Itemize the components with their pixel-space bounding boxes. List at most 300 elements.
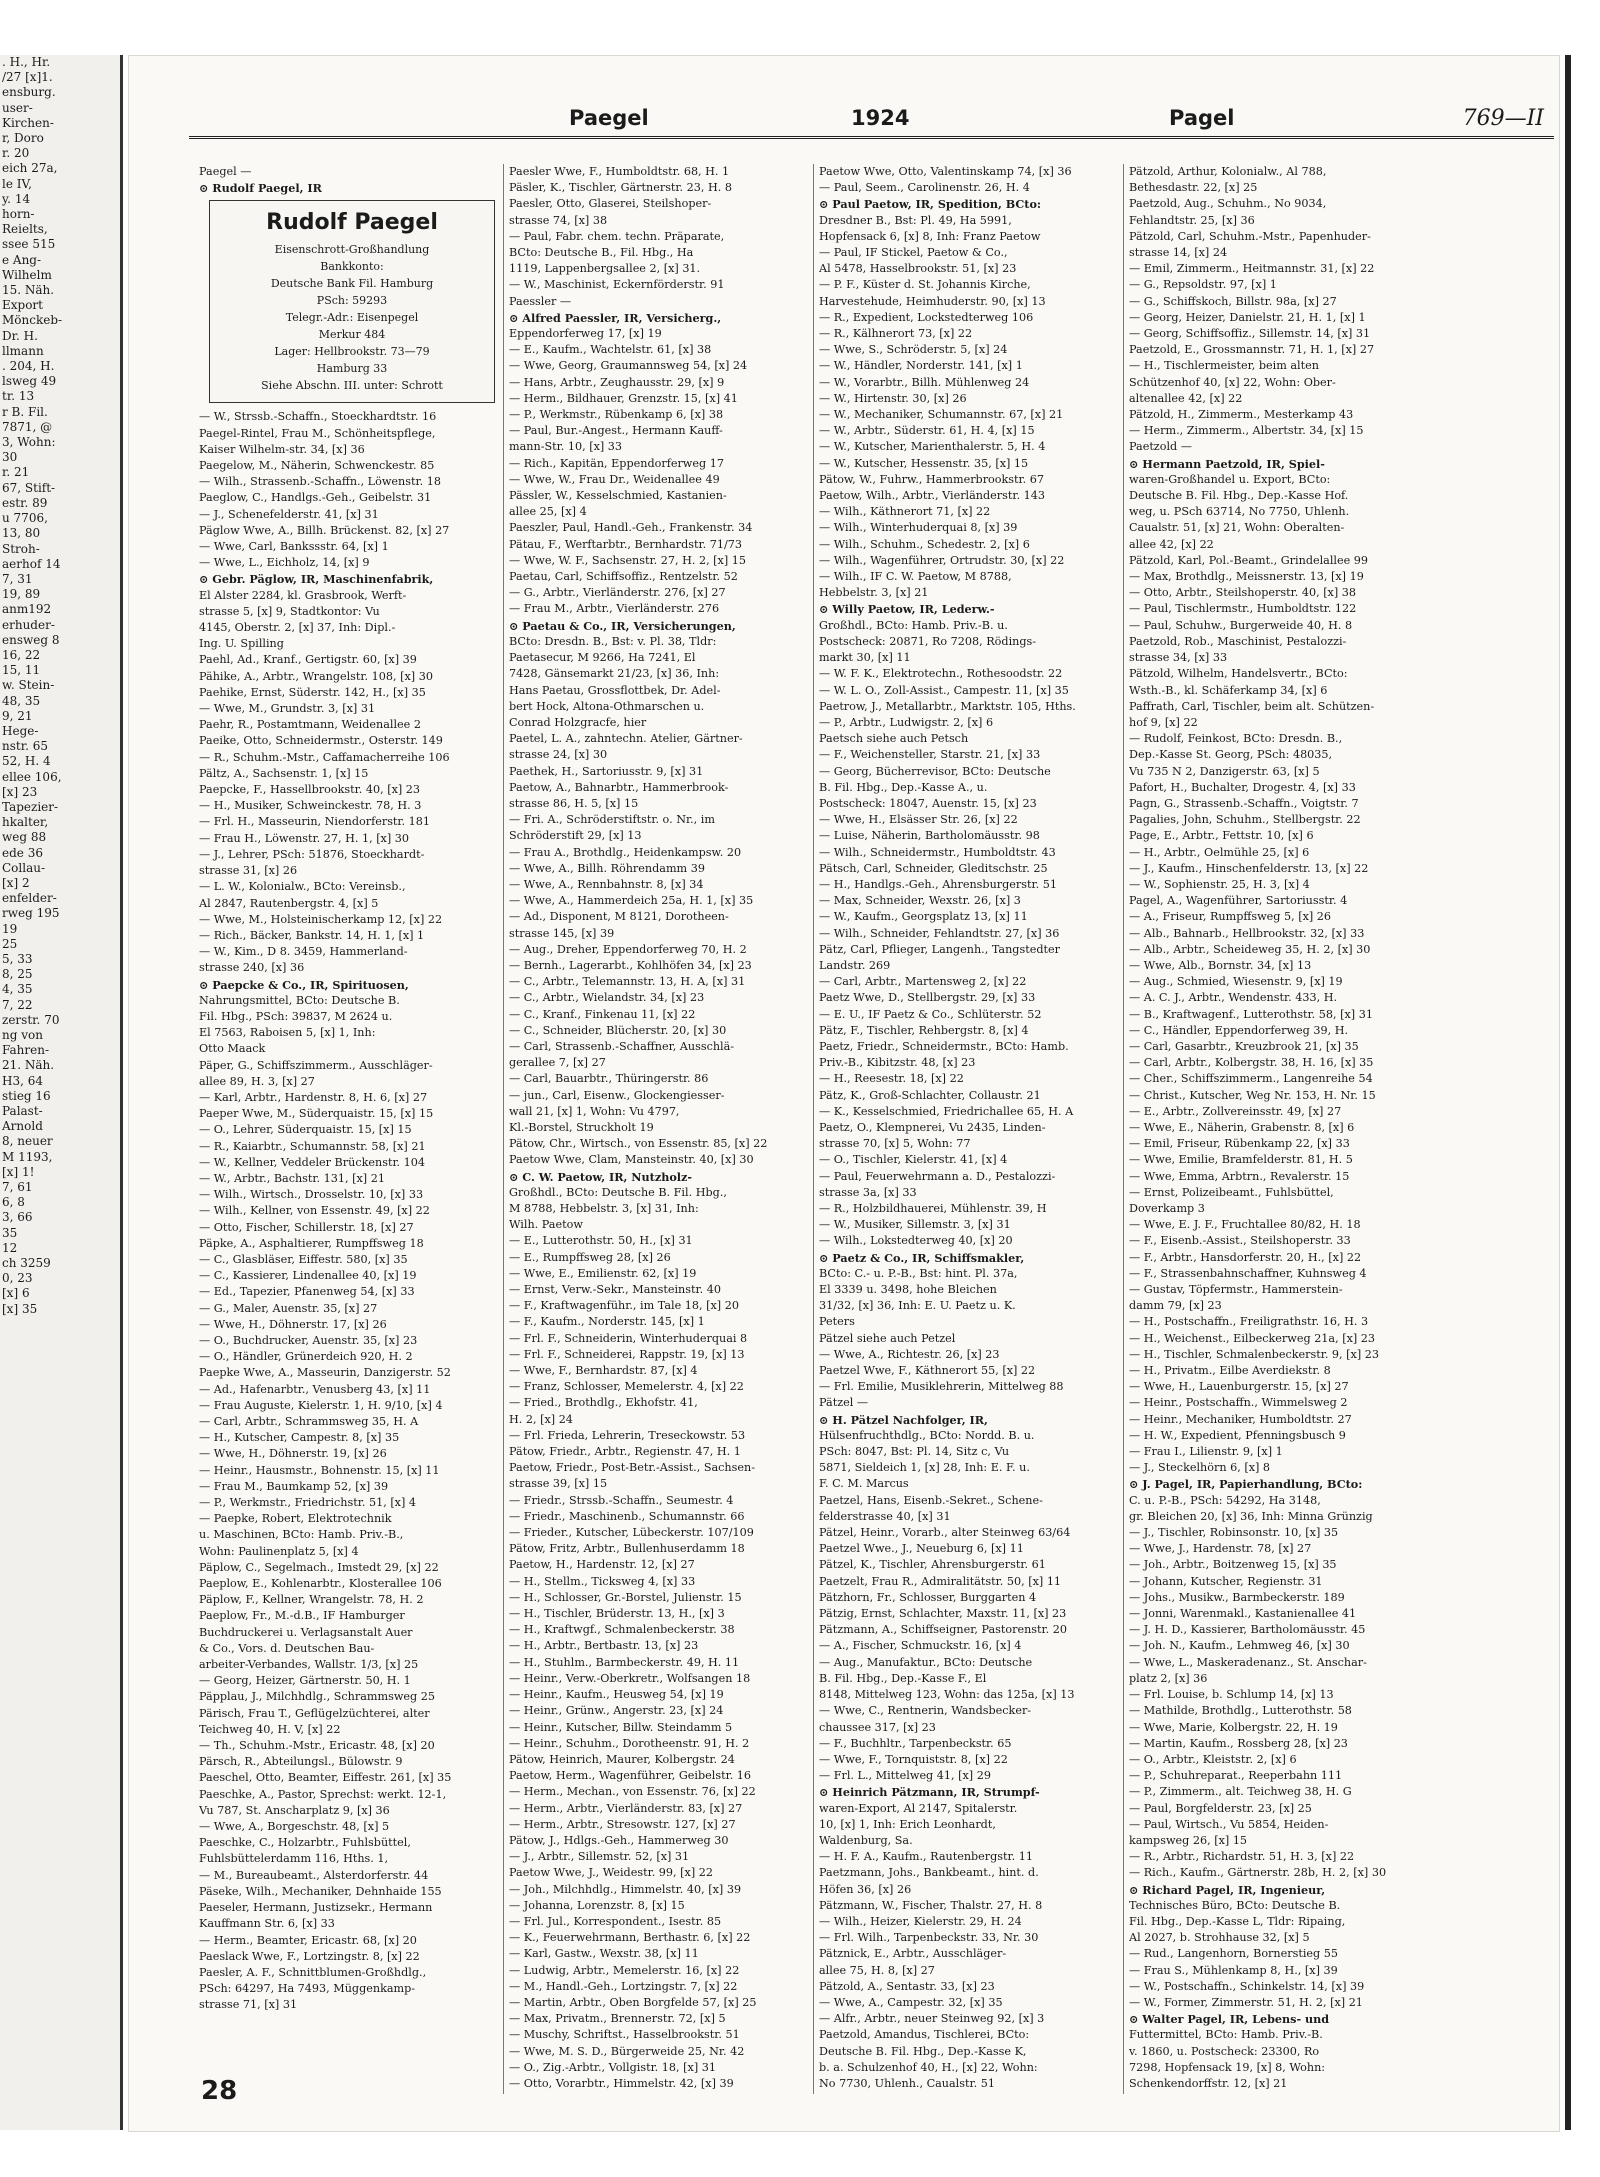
directory-entry: — Wwe, H., Döhnerstr. 19, [x] 26 [199,1447,387,1461]
directory-entry: Conrad Holzgracfe, hier [509,715,647,729]
directory-entry: Pätzmann, W., Fischer, Thalstr. 27, H. 8 [819,1898,1043,1912]
sliver-line: rweg 195 [2,906,60,921]
directory-entry: Ing. U. Spilling [199,637,284,651]
sliver-line: w. Stein- [2,678,55,693]
sliver-line: 21. Näh. [2,1058,55,1073]
directory-entry: — Herm., Bildhauer, Grenzstr. 15, [x] 41 [509,391,738,405]
directory-entry: — Gustav, Töpfermstr., Hammerstein- [1129,1283,1343,1297]
directory-entry: — R., Holzbildhauerei, Mühlenstr. 39, H [819,1202,1047,1215]
directory-entry: Paetzold, E., Grossmannstr. 71, H. 1, [x] 27 [1129,343,1375,357]
directory-entry: strasse 3a, [x] 33 [819,1185,917,1199]
directory-entry: — Wilh., Strassenb.-Schaffn., Löwenstr. 18 [199,475,441,489]
directory-entry: Pätzold, Wilhelm, Handelsvertr., BCto: [1129,667,1348,681]
directory-entry: — P., Arbtr., Ludwigstr. 2, [x] 6 [819,715,994,729]
directory-entry: Fil. Hbg., Dep.-Kasse L, Tldr: Ripaing, [1129,1914,1346,1928]
directory-entry: — Johanna, Lorenzstr. 8, [x] 15 [509,1898,685,1912]
directory-entry: — Wwe, S., Schröderstr. 5, [x] 24 [819,343,1008,357]
directory-entry: platz 2, [x] 36 [1129,1671,1208,1685]
directory-entry: — Carl, Arbtr., Martensweg 2, [x] 22 [819,975,1027,989]
directory-entry: Pätau, F., Werftarbtr., Bernhardstr. 71/73 [509,537,743,551]
sliver-line: 7871, @ [2,419,53,434]
directory-entry: u. Maschinen, BCto: Hamb. Priv.-B., [199,1528,404,1542]
directory-entry: Paetow, Herm., Wagenführer, Geibelstr. 16 [509,1769,752,1783]
directory-entry: strasse 5, [x] 9, Stadtkontor: Vu [199,604,380,618]
directory-entry: Pätzmann, A., Schiffseigner, Pastorenstr. 20 [819,1623,1067,1637]
directory-entry: — Heinr., Kutscher, Billw. Steindamm 5 [509,1720,733,1734]
directory-entry: Paeike, Otto, Schneidermstr., Osterstr. 149 [199,734,443,748]
directory-entry: — Georg, Bücherrevisor, BCto: Deutsche [819,764,1051,778]
directory-entry: Paetzold, Aug., Schuhm., No 9034, [1129,197,1327,211]
sliver-line: 16, 22 [2,647,41,662]
directory-entry: Pätsch, Carl, Schneider, Gleditschstr. 25 [819,861,1048,875]
directory-entry: Deutsche B. Fil. Hbg., Dep.-Kasse K, [819,2044,1027,2058]
directory-entry: Pältz, A., Sachsenstr. 1, [x] 15 [199,766,369,780]
directory-entry: — Friedr., Strssb.-Schaffn., Seumestr. 4 [509,1493,734,1507]
column-3 [819,164,1123,2094]
page-number: 28 [201,2076,238,2106]
directory-entry: — Frau M., Baumkamp 52, [x] 39 [199,1479,389,1493]
directory-entry: Hebbelstr. 3, [x] 21 [819,586,929,600]
sliver-line: ch 3259 [2,1256,51,1271]
directory-entry: — H., Schlosser, Gr.-Borstel, Julienstr. 15 [509,1590,742,1604]
sliver-line: 3, Wohn: [2,435,56,450]
directory-entry: — W., Arbtr., Süderstr. 61, H. 4, [x] 15 [819,424,1035,438]
directory-entry: — Wilh., Lokstedterweg 40, [x] 20 [819,1234,1013,1248]
sliver-line: [x] 6 [2,1286,30,1301]
directory-entry: strasse 31, [x] 26 [199,864,298,878]
directory-entry: — Wilh., Schneider, Fehlandtstr. 27, [x] 36 [819,926,1060,940]
directory-entry: Paegel-Rintel, Frau M., Schönheitspflege, [199,426,436,440]
directory-entry: — Wwe, E., Emilienstr. 62, [x] 19 [509,1266,697,1280]
directory-entry: — K., Feuerwehrmann, Berthastr. 6, [x] 22 [509,1931,751,1945]
directory-entry: — Rich., Kaufm., Gärtnerstr. 28b, H. 2, [x] 30 [1129,1866,1387,1880]
directory-entry: — J., Schenefelderstr. 41, [x] 31 [199,507,379,521]
directory-entry: Paetrow, J., Metallarbtr., Marktstr. 105, Hths. [819,699,1076,713]
sliver-line: eich 27a, [2,161,58,176]
ad-line: Merkur 484 [318,328,386,342]
directory-entry: — Wwe, J., Hardenstr. 78, [x] 27 [1129,1542,1312,1556]
directory-entry: — W., Händler, Norderstr. 141, [x] 1 [819,359,1023,373]
sliver-line: ng von [2,1028,43,1042]
sliver-line: 48, 35 [2,693,41,708]
directory-entry: — Paul, Tischlermstr., Humboldtstr. 122 [1129,602,1357,616]
directory-entry: — Johs., Musikw., Barmbeckerstr. 189 [1129,1590,1345,1604]
sliver-line: e Ang- [2,252,42,267]
directory-entry: Paetzel Wwe., J., Neueburg 6, [x] 11 [819,1542,1024,1556]
directory-entry: — H., Postschaffn., Freiligrathstr. 16, H. 3 [1129,1315,1369,1329]
sliver-line: ellee 106, [2,769,62,784]
ad-line: Telegr.-Adr.: Eisenpegel [285,311,419,325]
directory-entry: — W., Kim., D 8. 3459, Hammerland- [199,945,408,959]
sliver-line: . H., Hr. [2,55,51,69]
directory-entry: — H., Reesestr. 18, [x] 22 [819,1072,964,1086]
directory-entry: — Frl. F., Schneiderei, Rappstr. 19, [x] 13 [509,1347,745,1361]
directory-entry: — E., Kaufm., Wachtelstr. 61, [x] 38 [509,343,712,357]
directory-entry: waren-Großhandel u. Export, BCto: [1129,472,1331,486]
ad-line: Hamburg 33 [316,362,388,376]
directory-entry: Fehlandtstr. 25, [x] 36 [1129,213,1255,227]
directory-entry: PSch: 8047, Bst: Pl. 14, Sitz c, Vu [819,1445,1010,1459]
directory-entry: — Wwe, M., Holsteinischerkamp 12, [x] 22 [199,912,443,926]
directory-entry: Wilh. Paetow [509,1218,583,1232]
directory-entry: Pätzel — [819,1396,869,1410]
directory-entry: — Georg, Heizer, Danielstr. 21, H. 1, [x] 1 [1129,310,1366,324]
directory-entry: — W., Arbtr., Bachstr. 131, [x] 21 [199,1171,385,1185]
directory-entry: bert Hock, Altona-Othmarschen u. [509,699,705,713]
ad-title: Rudolf Paegel [266,210,438,236]
directory-entry: — Wwe, Marie, Kolbergstr. 22, H. 19 [1129,1720,1338,1734]
directory-entry: — W., Former, Zimmerstr. 51, H. 2, [x] 21 [1129,1995,1363,2009]
directory-entry: — Frl. F., Schneiderin, Winterhuderquai 8 [509,1331,748,1345]
directory-entry: strasse 145, [x] 39 [509,926,615,940]
directory-entry: — Cher., Schiffszimmerm., Langenreihe 54 [1129,1072,1373,1086]
directory-entry: — H., Privatm., Eilbe Averdiekstr. 8 [1129,1364,1331,1378]
directory-entry: — R., Kaiarbtr., Schumannstr. 58, [x] 21 [199,1139,426,1153]
directory-entry: — W., Kutscher, Hessenstr. 35, [x] 15 [819,456,1029,470]
sliver-line: stieg 16 [2,1088,51,1103]
directory-entry: — Rudolf, Feinkost, BCto: Dresdn. B., [1129,732,1343,746]
directory-entry: Paetow Wwe, J., Weidestr. 99, [x] 22 [509,1866,713,1880]
directory-entry: Paepke Wwe, A., Masseurin, Danzigerstr. 52 [199,1366,451,1380]
column-divider [813,164,814,2094]
directory-entry: — Paul, Wirtsch., Vu 5854, Heiden- [1129,1817,1329,1831]
directory-entry: Schützenhof 40, [x] 22, Wohn: Ober- [1129,375,1336,389]
directory-entry: — C., Kassierer, Lindenallee 40, [x] 19 [199,1269,417,1283]
directory-entry: C. u. P.-B., PSch: 54292, Ha 3148, [1129,1493,1321,1507]
directory-entry: allee 75, H. 8, [x] 27 [819,1963,935,1977]
directory-entry: felderstrasse 40, [x] 31 [819,1509,951,1523]
directory-entry: — C., Händler, Eppendorferweg 39, H. [1129,1023,1349,1037]
directory-entry: — Frl. Louise, b. Schlump 14, [x] 13 [1129,1688,1334,1702]
directory-entry: — Joh., Arbtr., Boitzenweg 15, [x] 35 [1129,1558,1337,1572]
directory-entry: — Ed., Tapezier, Pfanenweg 54, [x] 33 [199,1285,415,1299]
directory-entry: — Wilh., Heizer, Kielerstr. 29, H. 24 [819,1914,1022,1928]
directory-entry: Paegelow, M., Näherin, Schwenckestr. 85 [199,459,435,473]
directory-entry: Paetzold, Rob., Maschinist, Pestalozzi- [1129,634,1347,648]
directory-entry: — Wilh., Kellner, von Essenstr. 49, [x] 22 [199,1204,430,1218]
directory-entry: — Alb., Arbtr., Scheideweg 35, H. 2, [x] 30 [1129,942,1371,956]
directory-entry: Großhdl., BCto: Deutsche B. Fil. Hbg., [509,1185,727,1199]
directory-entry: Priv.-B., Kibitzstr. 48, [x] 23 [819,1056,976,1070]
directory-entry: — Martin, Kaufm., Rossberg 28, [x] 23 [1129,1736,1348,1750]
directory-entry: — Wilh., Schuhm., Schedestr. 2, [x] 6 [819,537,1030,551]
directory-entry: Paehl, Ad., Kranf., Gertigstr. 60, [x] 39 [199,653,417,667]
column-divider [1123,164,1124,2094]
directory-entry: Pässler, W., Kesselschmied, Kastanien- [509,489,727,503]
sliver-line: aerhof 14 [2,556,61,571]
sliver-line: enfelder- [2,891,57,906]
directory-entry: — Wwe, A., Rennbahnstr. 8, [x] 34 [509,877,704,891]
directory-entry: — K., Kesselschmied, Friedrichallee 65, H. A [819,1104,1074,1118]
directory-entry: — H., Weichenst., Eilbeckerweg 21a, [x] 23 [1129,1331,1376,1345]
directory-entry: Harvestehude, Heimhuderstr. 90, [x] 13 [819,294,1046,308]
sliver-line: 12 [2,1240,18,1255]
directory-entry: Päpplau, J., Milchhdlg., Schrammsweg 25 [199,1690,435,1704]
sliver-line: 13, 80 [2,526,41,541]
page-border [1490,55,1571,2130]
directory-entry: — G., Repsoldstr. 97, [x] 1 [1129,278,1277,292]
directory-entry: — Frieder., Kutscher, Lübeckerstr. 107/109 [509,1526,754,1540]
directory-entry: — Frl. Emilie, Musiklehrerin, Mittelweg 88 [819,1380,1064,1394]
directory-entry: Paetow, H., Hardenstr. 12, [x] 27 [509,1558,695,1572]
directory-entry: Paetzmann, Johs., Bankbeamt., hint. d. [819,1866,1039,1880]
header-first-name: Paegel [569,106,649,130]
sliver-line: [x] 35 [2,1301,38,1316]
directory-entry: — F., Eisenb.-Assist., Steilshoperstr. 33 [1129,1234,1351,1248]
directory-entry: — Paul, Feuerwehrmann a. D., Pestalozzi- [819,1169,1056,1183]
directory-entry: — W., Kutscher, Marienthalerstr. 5, H. 4 [819,440,1046,454]
sliver-line: ssee 515 [2,237,56,252]
header-page-ref: 769—II [1462,106,1544,131]
sliver-line: erhuder- [2,617,55,632]
directory-entry: — Paul, Bur.-Angest., Hermann Kauff- [509,424,723,438]
directory-entry: — Wwe, E., Näherin, Grabenstr. 8, [x] 6 [1129,1120,1355,1134]
directory-entry: Paetz, O., Klempnerei, Vu 2435, Linden- [819,1120,1046,1134]
directory-entry: — Frl. Frieda, Lehrerin, Treseckowstr. 53 [509,1428,746,1442]
directory-entry: — Max, Schneider, Wexstr. 26, [x] 3 [819,894,1021,908]
running-header [189,106,1554,139]
directory-entry: — Wwe, W. F., Sachsenstr. 27, H. 2, [x] 15 [509,553,747,567]
directory-entry: Pätzig, Ernst, Schlachter, Maxstr. 11, [x] 23 [819,1607,1067,1621]
directory-entry: — Wwe, L., Maskeradenanz., St. Anschar- [1129,1655,1367,1669]
directory-entry: — W. L. O., Zoll-Assist., Campestr. 11, [x] 35 [819,683,1069,697]
directory-entry: — Herm., Arbtr., Stresowstr. 127, [x] 27 [509,1817,736,1831]
sliver-line: ensweg 8 [2,632,60,647]
directory-entry: & Co., Vors. d. Deutschen Bau- [199,1641,375,1655]
directory-entry: Peters [819,1315,855,1329]
directory-entry: — W., Hirtenstr. 30, [x] 26 [819,391,967,405]
directory-entry: altenallee 42, [x] 22 [1129,391,1243,405]
sliver-line: [x] 23 [2,784,38,799]
directory-entry: F. C. M. Marcus [819,1477,909,1491]
directory-entry: Deutsche B. Fil. Hbg., Dep.-Kasse Hof. [1129,489,1349,503]
directory-entry: strasse 34, [x] 33 [1129,651,1228,665]
directory-entry: — Luise, Näherin, Bartholomäusstr. 98 [819,829,1040,843]
sliver-line: 0, 23 [2,1271,33,1286]
ad-line: Lager: Hellbrookstr. 73—79 [274,345,430,359]
directory-entry: — F., Strassenbahnschaffner, Kuhnsweg 4 [1129,1266,1367,1280]
directory-entry: BCto: C.- u. P.-B., Bst: hint. Pl. 37a, [819,1266,1018,1280]
directory-entry: — W., Strssb.-Schaffn., Stoeckhardtstr. 16 [199,410,437,424]
directory-entry: — C., Glasbläser, Eiffestr. 580, [x] 35 [199,1252,408,1266]
column-divider [503,164,504,2094]
advertisement-box [209,200,495,403]
directory-entry: — Herm., Mechan., von Essenstr. 76, [x] 22 [509,1785,756,1799]
directory-entry: Dep.-Kasse St. Georg, PSch: 48035, [1129,748,1333,762]
directory-entry: — R., Kälhnerort 73, [x] 22 [819,327,973,341]
directory-entry: — Frau H., Löwenstr. 27, H. 1, [x] 30 [199,831,410,845]
directory-entry: — H. W., Expedient, Pfenningsbusch 9 [1129,1428,1346,1442]
directory-entry: — H., Kraftwgf., Schmalenbeckerstr. 38 [509,1623,735,1637]
directory-entry: — Wwe, A., Borgeschstr. 48, [x] 5 [199,1820,390,1834]
sliver-line: zerstr. 70 [2,1012,60,1027]
directory-entry: Paeper Wwe, M., Süderquaistr. 15, [x] 15 [199,1107,434,1121]
directory-entry: — Paul, Borgfelderstr. 23, [x] 25 [1129,1801,1312,1815]
sliver-line: H3, 64 [2,1073,43,1088]
directory-entry: — J. H. D., Kassierer, Bartholomäusstr. 45 [1129,1623,1366,1637]
directory-entry: — H., Arbtr., Bertbastr. 13, [x] 23 [509,1639,699,1653]
directory-entry: — Th., Schuhm.-Mstr., Ericastr. 48, [x] 20 [199,1739,435,1753]
directory-entry: allee 25, [x] 4 [509,505,587,519]
directory-entry: Pätzold, Carl, Schuhm.-Mstr., Papenhuder- [1129,229,1371,243]
sliver-line: 4, 35 [2,982,33,997]
directory-entry: Paetsch siehe auch Petsch [819,732,969,746]
sliver-line: Export [2,298,43,313]
directory-entry: Pätzold, A., Sentastr. 33, [x] 23 [819,1979,995,1993]
directory-entry: — Frl. H., Masseurin, Niendorferstr. 181 [199,815,431,829]
directory-entry: Fil. Hbg., PSch: 39837, M 2624 u. [199,1009,393,1023]
sliver-line: 52, H. 4 [2,754,51,769]
sliver-line: Palast- [2,1104,43,1119]
directory-entry: — C., Kranf., Finkenau 11, [x] 22 [509,1007,696,1021]
directory-entry: — Wilh., IF C. W. Paetow, M 8788, [819,570,1012,584]
directory-entry: kampsweg 26, [x] 15 [1129,1833,1248,1847]
directory-entry: — W., Kaufm., Georgsplatz 13, [x] 11 [819,910,1028,924]
directory-entry: — Wwe, F., Tornquiststr. 8, [x] 22 [819,1752,1008,1766]
directory-entry: Paetasecur, M 9266, Ha 7241, El [509,651,696,665]
directory-entry: Postscheck: 18047, Auenstr. 15, [x] 23 [819,796,1037,810]
directory-entry: El 7563, Raboisen 5, [x] 1, Inh: [199,1026,376,1040]
directory-entry: damm 79, [x] 23 [1129,1299,1222,1313]
directory-entry: Doverkamp 3 [1129,1202,1205,1215]
directory-entry: — P. F., Küster d. St. Johannis Kirche, [819,278,1031,292]
directory-entry: — Franz, Schlosser, Memelerstr. 4, [x] 22 [509,1380,744,1394]
directory-entry: — Max, Brothdlg., Meissnerstr. 13, [x] 19 [1129,570,1364,584]
directory-entry: — H. F. A., Kaufm., Rautenbergstr. 11 [819,1850,1034,1864]
directory-entry: Paethek, H., Sartoriusstr. 9, [x] 31 [509,764,704,778]
directory-entry: Höfen 36, [x] 26 [819,1882,912,1896]
sliver-line: Fahren- [2,1043,50,1058]
directory-entry: — P., Zimmerm., alt. Teichweg 38, H. G [1129,1785,1352,1799]
directory-entry: — Joh., Milchhdlg., Himmelstr. 40, [x] 39 [509,1882,742,1896]
directory-entry: Paeschel, Otto, Beamter, Eiffestr. 261, [x] 35 [199,1771,452,1785]
sliver-line: 3, 66 [2,1210,33,1225]
directory-entry: — Georg, Schiffsoffiz., Sillemstr. 14, [x] 31 [1129,327,1371,341]
directory-entry: — H., Kutscher, Campestr. 8, [x] 35 [199,1431,400,1445]
directory-entry: Hülsenfruchthdlg., BCto: Nordd. B. u. [819,1428,1035,1442]
directory-entry: — Fried., Brothdlg., Ekhofstr. 41, [509,1396,698,1410]
directory-entry: — Carl, Strassenb.-Schaffner, Ausschlä- [509,1039,735,1053]
directory-entry: — H., Arbtr., Oelmühle 25, [x] 6 [1129,845,1310,859]
directory-entry: v. 1860, u. Postscheck: 23300, Ro [1129,2044,1320,2058]
sliver-line: horn- [2,207,35,222]
directory-entry: weg, u. PSch 63714, No 7750, Uhlenh. [1129,505,1350,519]
sliver-line: [x] 1! [2,1164,35,1179]
directory-entry: Paessler — [509,294,572,308]
directory-entry: Al 2027, b. Strohhause 32, [x] 5 [1129,1931,1310,1945]
directory-entry: strasse 240, [x] 36 [199,961,305,975]
directory-entry: — H., Stuhlm., Barmbeckerstr. 49, H. 11 [509,1655,740,1669]
directory-entry: Hans Paetau, Grossflottbek, Dr. Adel- [509,683,721,697]
sliver-line: estr. 89 [2,495,48,510]
directory-entry: Pärsch, R., Abteilungsl., Bülowstr. 9 [199,1755,403,1769]
directory-entry: Paehike, Ernst, Süderstr. 142, H., [x] 35 [199,685,426,699]
directory-entry: Paetow, A., Bahnarbtr., Hammerbrook- [509,780,729,794]
directory-entry: Pätzold, Karl, Pol.-Beamt., Grindelallee 99 [1129,553,1369,567]
directory-entry: — Frl. Wilh., Tarpenbeckstr. 33, Nr. 30 [819,1931,1039,1945]
directory-entry: — Heinr., Mechaniker, Humboldtstr. 27 [1129,1412,1352,1426]
directory-entry: Kl.-Borstel, Struckholt 19 [509,1120,654,1134]
directory-entry: mann-Str. 10, [x] 33 [509,440,623,454]
directory-entry: — F., Buchhltr., Tarpenbeckstr. 65 [819,1736,1012,1750]
directory-entry: — Heinr., Verw.-Oberkretr., Wolfsangen 18 [509,1671,751,1685]
directory-entry: — Ernst, Polizeibeamt., Fuhlsbüttel, [1129,1185,1334,1199]
directory-entry: — Joh. N., Kaufm., Lehmweg 46, [x] 30 [1129,1639,1350,1653]
directory-entry: — Wwe, A., Richtestr. 26, [x] 23 [819,1347,1000,1361]
directory-entry: — C., Arbtr., Wielandstr. 34, [x] 23 [509,991,705,1005]
directory-entry: — R., Expedient, Lockstedterweg 106 [819,310,1034,324]
directory-entry: — Heinr., Kaufm., Heusweg 54, [x] 19 [509,1688,724,1702]
directory-entry: strasse 24, [x] 30 [509,748,608,762]
ad-line: Siehe Abschn. III. unter: Schrott [261,379,443,393]
sliver-line: 7, 61 [2,1180,33,1195]
directory-entry: — J., Tischler, Robinsonstr. 10, [x] 35 [1129,1526,1339,1540]
directory-entry: Paeszler, Paul, Handl.-Geh., Frankenstr. 34 [509,521,753,535]
directory-entry: — C., Schneider, Blücherstr. 20, [x] 30 [509,1023,727,1037]
directory-entry: — Wwe, A., Hammerdeich 25a, H. 1, [x] 35 [509,894,754,908]
ad-line: Eisenschrott-Großhandlung [274,243,430,257]
directory-entry: strasse 70, [x] 5, Wohn: 77 [819,1137,971,1151]
directory-entry: — Carl, Arbtr., Kolbergstr. 38, H. 16, [x] 35 [1129,1056,1374,1070]
directory-entry: — Paul, Fabr. chem. techn. Präparate, [509,229,725,243]
directory-entry: Schröderstift 29, [x] 13 [509,829,642,843]
directory-entry: — Alb., Bahnarb., Hellbrookstr. 32, [x] 33 [1129,926,1365,940]
directory-entry: Paesler, Otto, Glaserei, Steilshoper- [509,197,712,211]
directory-entry: — Wwe, H., Elsässer Str. 26, [x] 22 [819,813,1018,827]
directory-entry: Eppendorferweg 17, [x] 19 [509,327,662,341]
directory-entry: Bethesdastr. 22, [x] 25 [1129,181,1258,195]
directory-entry: — F., Weichensteller, Starstr. 21, [x] 33 [819,748,1041,762]
directory-entry: ⊙ Walter Pagel, IR, Lebens- und [1129,2012,1330,2027]
sliver-line: M 1193, [2,1149,53,1164]
directory-entry: — Carl, Bauarbtr., Thüringerstr. 86 [509,1072,709,1086]
directory-entry: — Wwe, H., Döhnerstr. 17, [x] 26 [199,1317,387,1331]
sliver-line: user- [2,100,33,115]
directory-entry: Pätz, Carl, Pflieger, Langenh., Tangstedter [819,942,1060,956]
directory-entry: Paetow, Friedr., Post-Betr.-Assist., Sachsen- [509,1461,755,1475]
directory-entry: — Herm., Arbtr., Vierländerstr. 83, [x] 27 [509,1801,743,1815]
directory-entry: — Otto, Vorarbtr., Himmelstr. 42, [x] 39 [509,2076,734,2090]
directory-entry: Paeschke, C., Holzarbtr., Fuhlsbüttel, [199,1836,411,1850]
directory-entry: — Heinr., Schuhm., Dorotheenstr. 91, H. 2 [509,1736,750,1750]
directory-entry: Postscheck: 20871, Ro 7208, Rödings- [819,634,1037,648]
directory-entry: Kaiser Wilhelm-str. 34, [x] 36 [199,442,365,456]
sliver-line: ensburg. [2,85,56,100]
directory-entry: 4145, Oberstr. 2, [x] 37, Inh: Dipl.- [199,621,396,635]
directory-entry: — O., Händler, Grünerdeich 920, H. 2 [199,1350,413,1364]
directory-entry: Paetzold, Amandus, Tischlerei, BCto: [819,2028,1030,2042]
directory-entry: Großhdl., BCto: Hamb. Priv.-B. u. [819,618,1008,632]
directory-entry: ⊙ Hermann Paetzold, IR, Spiel- [1129,456,1325,471]
directory-entry: Paetzelt, Frau R., Admiralitätstr. 50, [x] 11 [819,1574,1062,1588]
directory-entry: hof 9, [x] 22 [1129,715,1198,729]
directory-entry: Pätow, Fritz, Arbtr., Bullenhuserdamm 18 [509,1542,745,1556]
sliver-line: ede 36 [2,845,43,860]
directory-entry: — L. W., Kolonialw., BCto: Vereinsb., [199,880,406,894]
directory-entry: — Carl, Arbtr., Schrammsweg 35, H. A [199,1415,419,1428]
header-last-name: Pagel [1169,106,1235,130]
directory-entry: — E., Arbtr., Zollvereinsstr. 49, [x] 27 [1129,1104,1342,1118]
directory-entry: — R., Schuhm.-Mstr., Caffamacherreihe 106 [199,750,450,764]
directory-entry: strasse 71, [x] 31 [199,1998,298,2012]
directory-entry: — Herm., Zimmerm., Albertstr. 34, [x] 15 [1129,424,1364,438]
directory-entry: Pätow, Heinrich, Maurer, Kolbergstr. 24 [509,1752,735,1766]
directory-entry: ⊙ Heinrich Pätzmann, IR, Strumpf- [819,1785,1040,1800]
directory-entry: Paetz Wwe, D., Stellbergstr. 29, [x] 33 [819,991,1036,1005]
directory-entry: strasse 86, H. 5, [x] 15 [509,796,639,810]
directory-entry: — Frau M., Arbtr., Vierländerstr. 276 [509,602,720,616]
directory-entry: — Heinr., Hausmstr., Bohnenstr. 15, [x] 11 [199,1463,440,1477]
